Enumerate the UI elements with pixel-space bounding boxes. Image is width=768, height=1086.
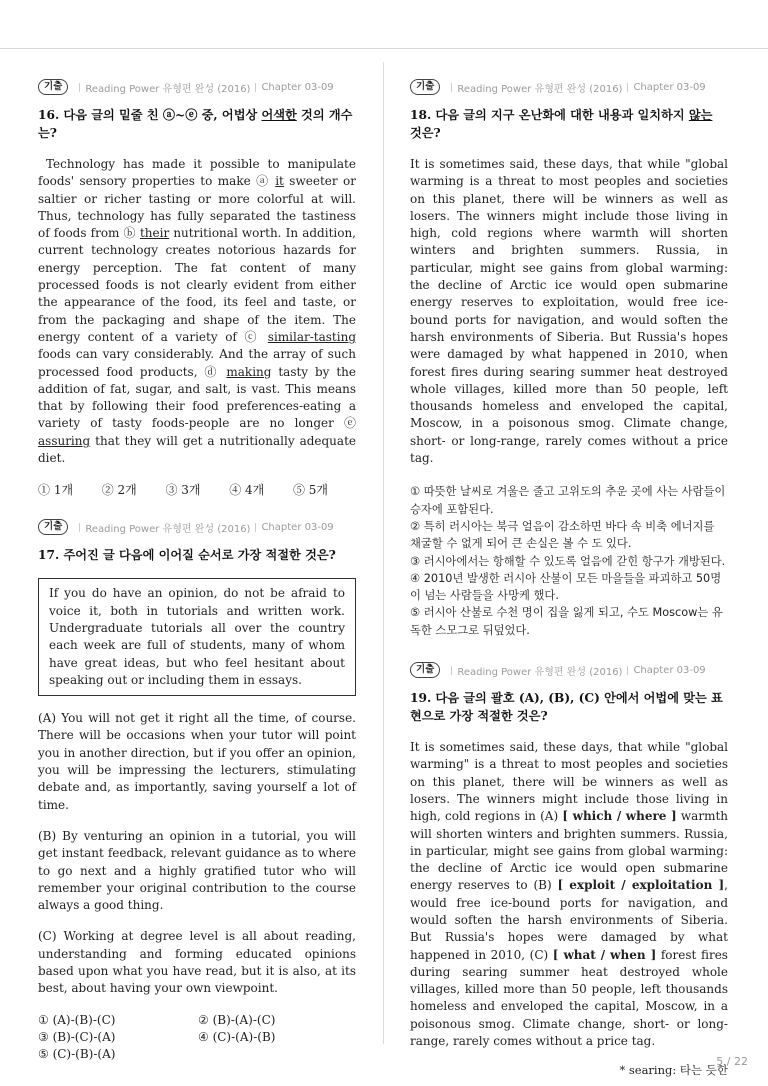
- choice-4[interactable]: ④ 2010년 발생한 러시아 산불이 모든 마을들을 파괴하고 50명이 넘는 사람들을 사망케 했다.: [410, 571, 722, 603]
- source-label: Reading Power 유형편 완성 (2016): [457, 666, 623, 678]
- separator: [627, 666, 628, 675]
- choice-1[interactable]: ① (A)-(B)-(C): [38, 1012, 116, 1027]
- source-label: Reading Power 유형편 완성 (2016): [85, 83, 251, 95]
- choice-2[interactable]: ② 2개: [101, 483, 137, 498]
- chapter-label: Chapter 03-09: [633, 664, 706, 676]
- answer-choices: [410, 483, 728, 639]
- given-passage-box: If you do have an opinion, do not be afraid to voice it, both in tutorials and written work. Undergraduate tutorials all over the country each week are full of students, many of whom have great ideas, but who feel hesitant about speaking out or including them in essays.: [38, 578, 356, 696]
- question-18: [410, 78, 728, 639]
- passage: It is sometimes said, these days, that while "global warming is a threat to most peoples and societies on this planet, there will be winners as well as losers. The winners might include those living in high, cold regions where warmth will shorten winters and brighten summers. Russia, in particular, might see gains from global warming: the decline of Arctic ice would open submarine energy reserves to exploitation, would free ice-bound ports for navigation, and would soften the harsh environments of Siberia. But Russia's hopes were damaged by what happened in 2010, when forest fires during searing summer heat destroyed whole villages, killed more than 50 people, left thousands homeless and enveloped the capital, Moscow, in a poisonous smog. Climate change, short- or long-range, rarely comes without a price tag.: [410, 157, 728, 466]
- choice-4[interactable]: ④ 4개: [229, 483, 265, 498]
- choice-3[interactable]: ③ (B)-(C)-(A): [38, 1029, 116, 1044]
- passage: Technology has made it possible to manipulate foods' sensory properties to make ⓐ it sweeter or saltier or richer tasting or more colorful at will. Thus, technology has fully separated the tastiness of foods from ⓑ their nutritional worth. In addition, current technology creates notorious hazards for energy perception. The fat content of many processed foods is not clearly evident from either the appearance of the food, its feel and taste, or from the packaging and shape of the item. The energy content of a variety of ⓒ similar-tasting foods can vary considerably. And the array of such processed food products, ⓓ making tasty by the addition of fat, sugar, and salt, is vast. This means that by following their food preferences-eating a variety of tasty foods-people are no longer ⓔ assuring that they will get a nutritionally adequate diet.: [38, 157, 357, 466]
- past-exam-badge: 기출: [410, 662, 440, 678]
- choice-1[interactable]: ① 1개: [38, 483, 74, 498]
- separator: [79, 523, 80, 532]
- question-title: 18. 다음 글의 지구 온난화에 대한 내용과 일치하지 않는 것은?: [410, 108, 713, 140]
- page-number: 5 / 22: [716, 1055, 748, 1068]
- bracket-c: [ what / when ]: [552, 947, 657, 962]
- paragraph-a: (A) You will not get it right all the time, of course. There will be occasions when your tutor will point you in another direction, but if you offer an opinion, you will be impressing the lecturers, stimulating debate and, as importantly, saving yourself a lot of time.: [38, 711, 356, 812]
- question-header: [410, 78, 728, 96]
- choice-3[interactable]: ③ 3개: [165, 483, 201, 498]
- answer-choices: [38, 1012, 356, 1064]
- vocab-note: * searing: 타는 듯한: [619, 1063, 728, 1078]
- question-16: [38, 78, 356, 498]
- choice-3[interactable]: ③ 러시아에서는 항해할 수 있도록 얼음에 갇힌 항구가 개방된다.: [410, 554, 726, 568]
- separator: [451, 666, 452, 675]
- source-label: Reading Power 유형편 완성 (2016): [457, 83, 623, 95]
- past-exam-badge: 기출: [38, 79, 68, 95]
- passage: It is sometimes said, these days, that while "global warming" is a threat to most peoples and societies on this planet, there will be winners as well as losers. The winners might include those living in high, cold regions in (A) [ which / where ] warmth will shorten winters and brighten summers. Russia, in particular, might see gains from global warming: the decline of Arctic ice would open submarine energy reserves to (B) [ exploit / exploitation ], would free ice-bound ports for navigation, and would soften the harsh environments of Siberia. But Russia's hopes were damaged by what happened in 2010, (C) [ what / when ] forest fires during searing summer heat destroyed whole villages, killed more than 50 people, left thousands homeless and enveloped the capital, Moscow, in a poisonous smog. Climate change, short- or long-range, rarely comes without a price tag.: [410, 740, 729, 1049]
- question-19: [410, 661, 728, 1078]
- chapter-label: Chapter 03-09: [261, 81, 334, 93]
- chapter-label: Chapter 03-09: [633, 81, 706, 93]
- choice-5[interactable]: ⑤ 러시아 산불로 수천 명이 집을 잃게 되고, 수도 Moscow는 유독한 스모그로 뒤덮었다.: [410, 606, 723, 637]
- question-title: 17. 주어진 글 다음에 이어질 순서로 가장 적절한 것은?: [38, 548, 336, 563]
- choice-4[interactable]: ④ (C)-(A)-(B): [198, 1029, 276, 1044]
- bracket-a: [ which / where ]: [562, 809, 677, 824]
- past-exam-badge: 기출: [38, 519, 68, 535]
- right-column: [410, 78, 728, 1078]
- question-title: 16. 다음 글의 밑줄 친 ⓐ~ⓔ 중, 어법상 어색한 것의 개수는?: [38, 108, 353, 140]
- header-rule: [0, 48, 768, 49]
- separator: [79, 83, 80, 92]
- choice-5[interactable]: ⑤ (C)-(B)-(A): [38, 1047, 116, 1062]
- paragraph-b: (B) By venturing an opinion in a tutorial, you will get instant feedback, relevant guidance as to where to go next and a highly gratified tutor who will remember your original contribution to the course always a good thing.: [38, 828, 356, 913]
- source-label: Reading Power 유형편 완성 (2016): [85, 523, 251, 535]
- past-exam-badge: 기출: [410, 79, 440, 95]
- column-divider: [383, 62, 384, 1044]
- chapter-label: Chapter 03-09: [261, 521, 334, 533]
- left-column: [38, 78, 356, 1063]
- choice-2[interactable]: ② (B)-(A)-(C): [198, 1012, 276, 1027]
- question-17: [38, 518, 356, 1063]
- answer-choices: [38, 481, 328, 498]
- choice-5[interactable]: ⑤ 5개: [292, 483, 328, 498]
- choice-1[interactable]: ① 따뜻한 날씨로 겨울은 줄고 고위도의 추운 곳에 사는 사람들이 승자에 포함된다.: [410, 485, 726, 516]
- question-header: [38, 518, 356, 536]
- paragraph-c: (C) Working at degree level is all about reading, understanding and forming educated opinions based upon what you have read, but it is also, at its best, about having your own viewpoint.: [38, 929, 356, 996]
- question-header: [410, 661, 728, 679]
- question-header: [38, 78, 356, 96]
- separator: [255, 523, 256, 532]
- separator: [627, 83, 628, 92]
- separator: [255, 83, 256, 92]
- bracket-b: [ exploit / exploitation ]: [557, 878, 725, 893]
- separator: [451, 83, 452, 92]
- choice-2[interactable]: ② 특히 러시아는 북극 얼음이 감소하면 바다 속 비축 에너지를 채굴할 수 없게 되어 큰 손실은 볼 수 도 있다.: [410, 519, 715, 551]
- question-title: 19. 다음 글의 괄호 (A), (B), (C) 안에서 어법에 맞는 표현으로 가장 적절한 것은?: [410, 691, 723, 724]
